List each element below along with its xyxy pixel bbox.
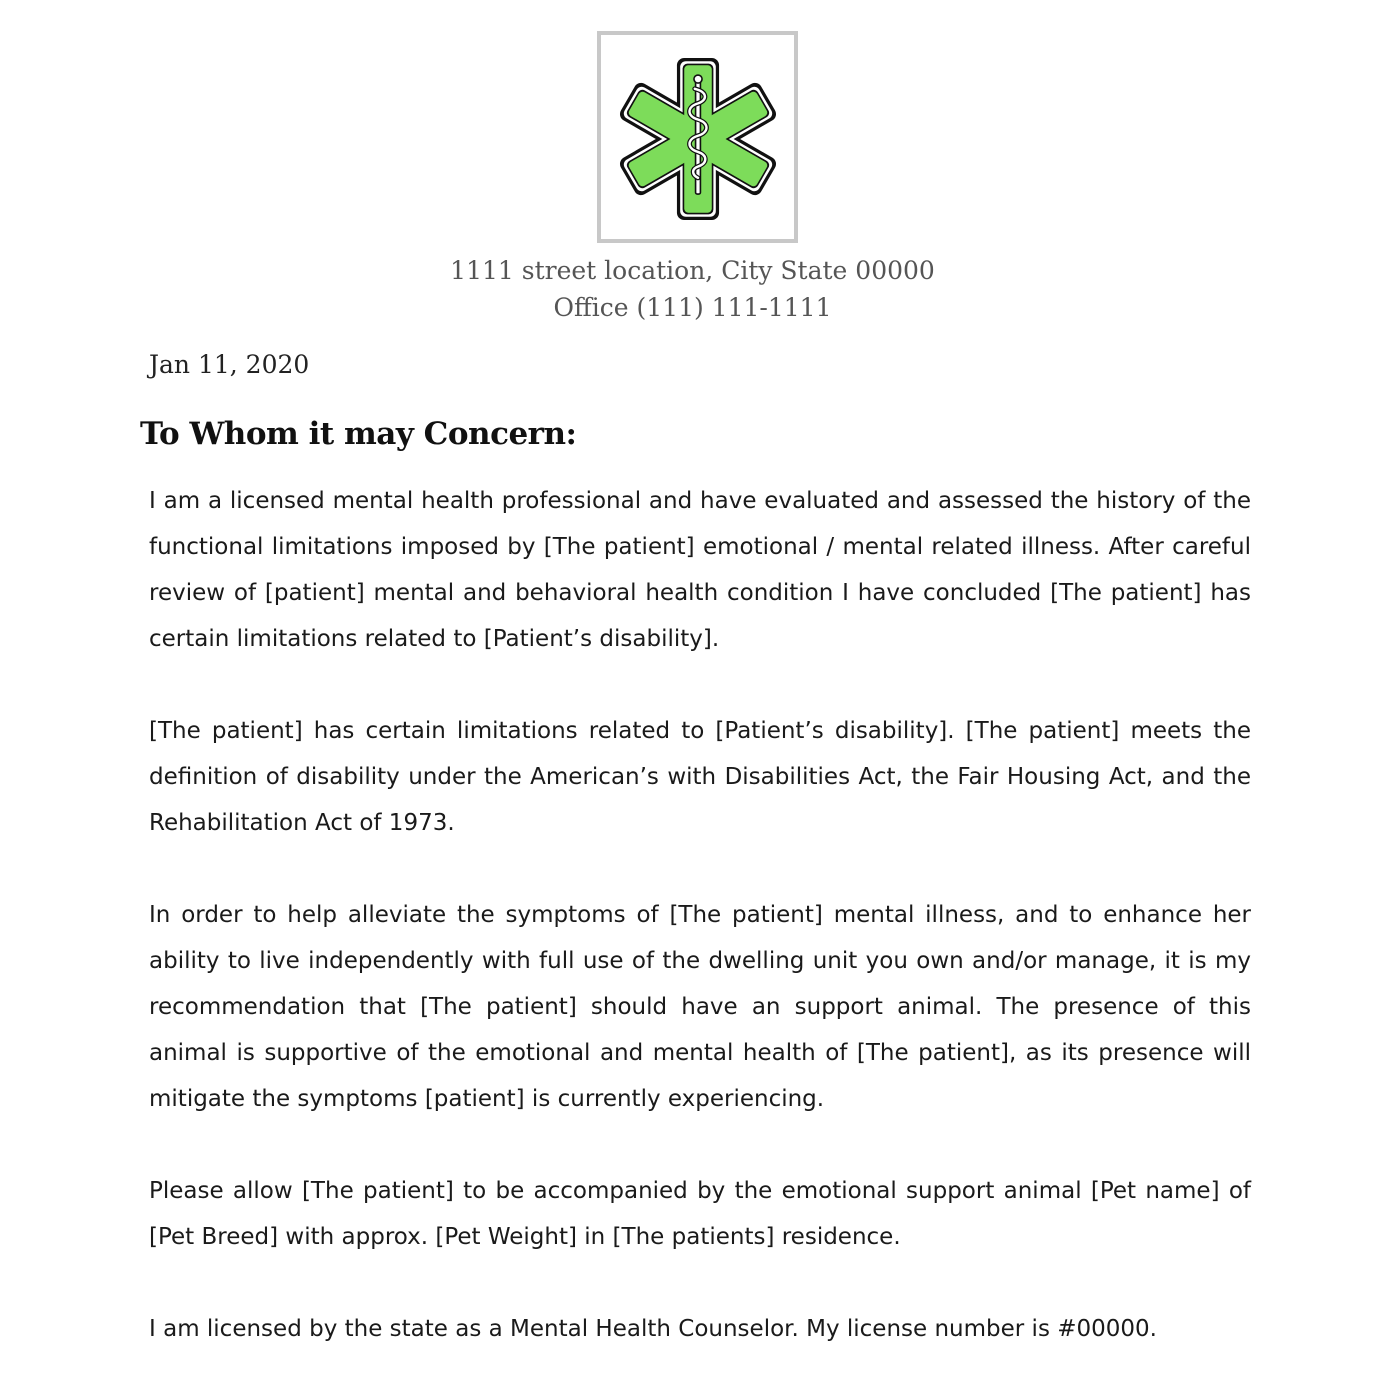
- paragraph-license: I am licensed by the state as a Mental Health Counselor. My license number is #00000.: [149, 1316, 1157, 1342]
- paragraph-disability-definition: [The patient] has certain limitations related to [Patient’s disability]. [The patient] meets the definition of disability under the American’s with Disabilities Act, the Fair Housing Act, and the Rehabilitation Act of 1973.: [149, 718, 1251, 836]
- logo-frame: [597, 31, 798, 243]
- letter-body: [149, 478, 1251, 1352]
- salutation: To Whom it may Concern:: [140, 416, 577, 452]
- address-block: [0, 252, 1385, 326]
- paragraph-evaluation: I am a licensed mental health professional and have evaluated and assessed the history of the functional limitations imposed by [The patient] emotional / mental related illness. After careful review of [patient] mental and behavioral health condition I have concluded [The patient] has certain limitations related to [Patient’s disability].: [149, 488, 1251, 652]
- star-of-life-icon: [617, 53, 779, 225]
- paragraph-recommendation: In order to help alleviate the symptoms of [The patient] mental illness, and to enhance her ability to live independently with full use of the dwelling unit you own and/or manage, it is my recommendation that [The patient] should have an support animal. The presence of this animal is supportive of the emotional and mental health of [The patient], as its presence will mitigate the symptoms [patient] is currently experiencing.: [149, 902, 1251, 1112]
- paragraph-accommodation-request: Please allow [The patient] to be accompanied by the emotional support animal [Pet name] of [Pet Breed] with approx. [Pet Weight] in [The patients] residence.: [149, 1178, 1251, 1250]
- address-line: 1111 street location, City State 00000: [450, 256, 935, 285]
- office-phone: Office (111) 111-1111: [553, 293, 832, 322]
- letter-date: Jan 11, 2020: [149, 350, 310, 379]
